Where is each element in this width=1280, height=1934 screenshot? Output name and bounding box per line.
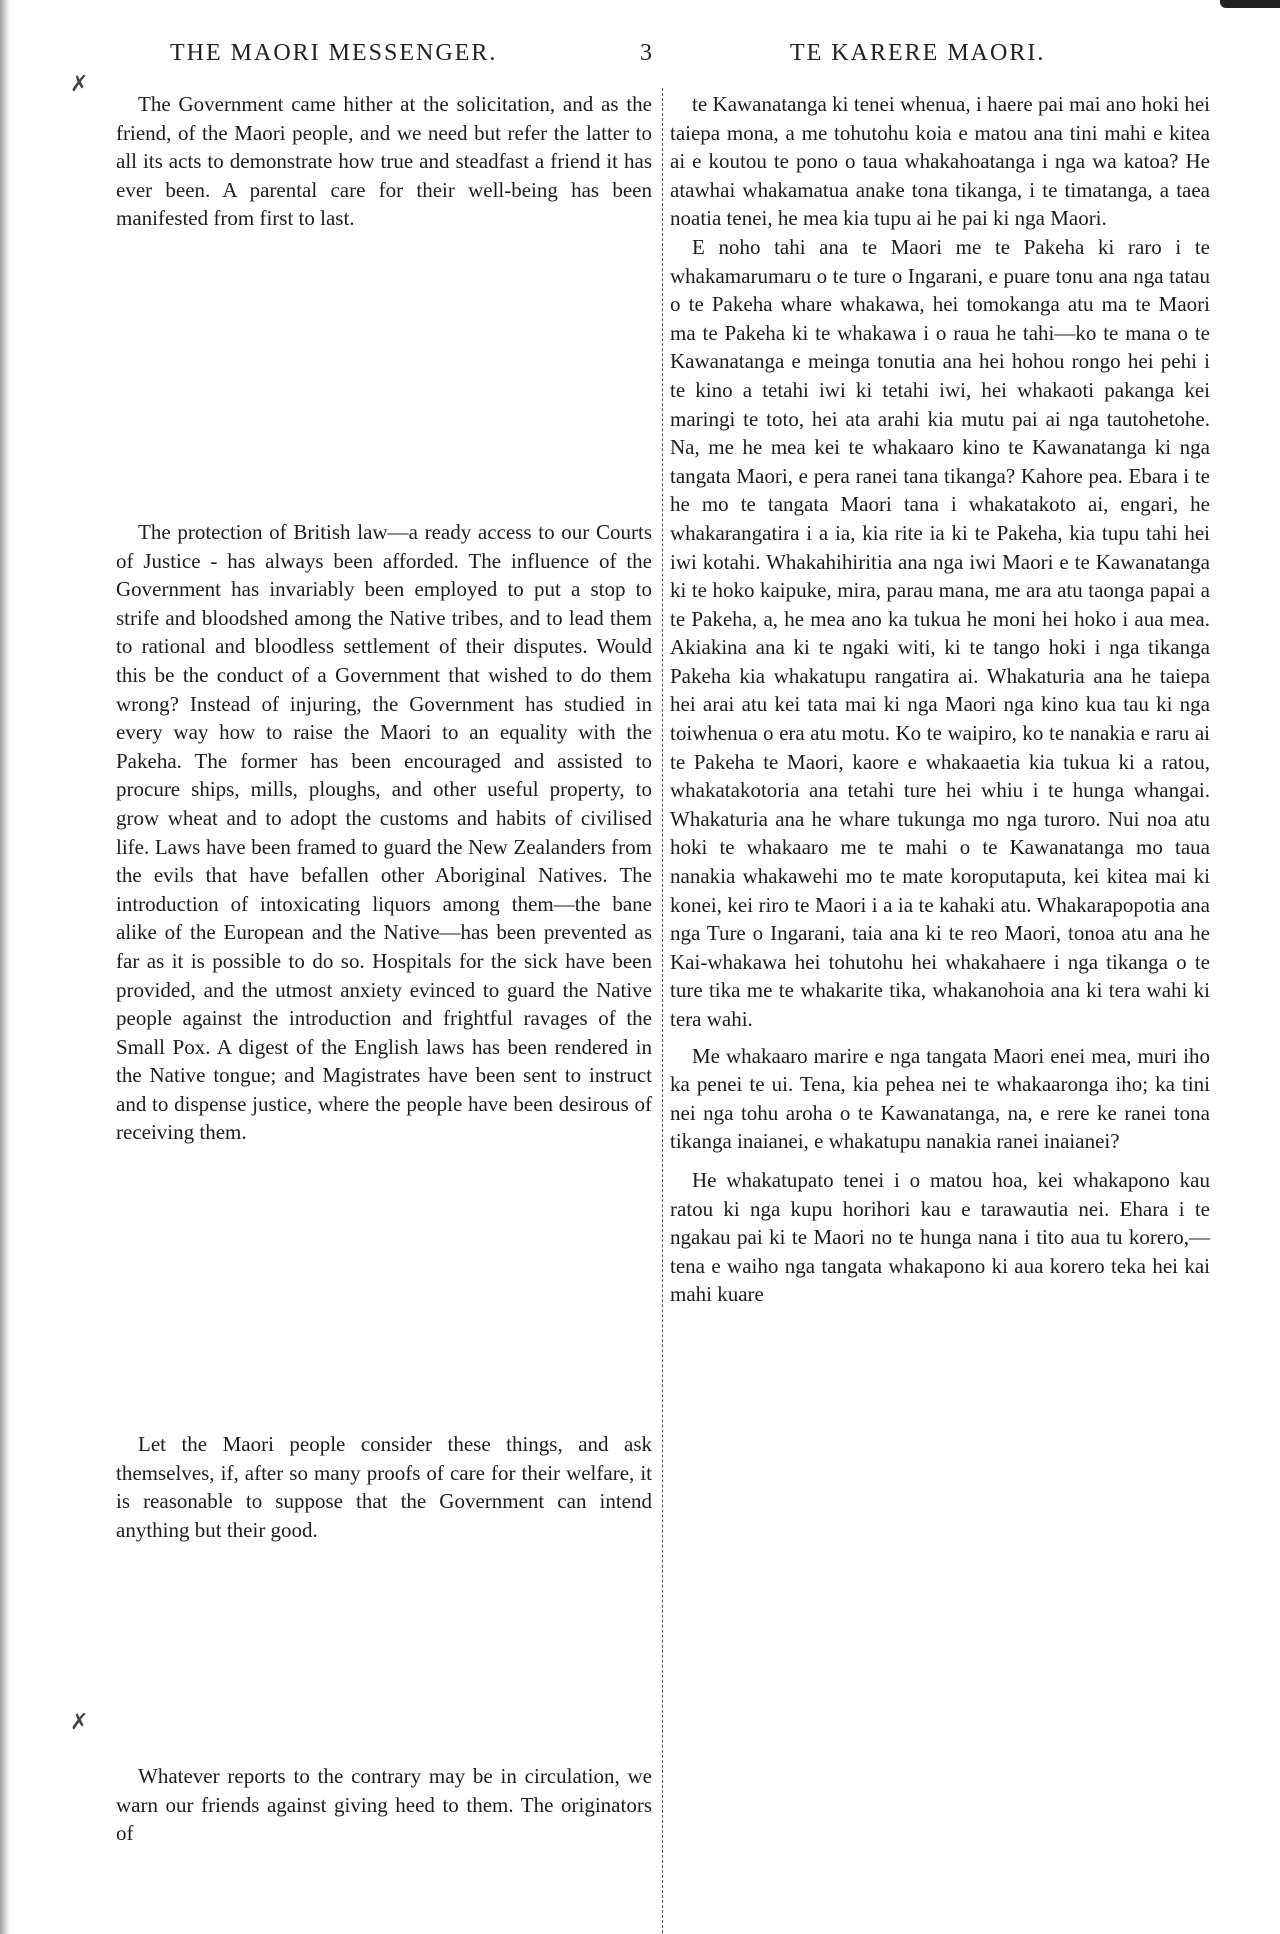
scan-edge-shadow [0,0,10,1934]
header-maori-title: TE KARERE MAORI. [790,40,1046,66]
english-paragraph: The Government came hither at the solicitation, and as the friend, of the Maori people, and we need but refer the latter to all its acts to demonstrate how true and steadfast a friend it has ever been. A parental care for their well-being has been manifested from first to last. [116,92,652,231]
maori-column [670,90,1210,1309]
english-column-paragraph-3 [116,1430,652,1544]
english-paragraph: Whatever reports to the contrary may be in circulation, we warn our friends against giving heed to them. The originators of [116,1764,652,1846]
english-column-paragraph-2 [116,518,652,1147]
header-english-title: THE MAORI MESSENGER. [170,40,498,66]
margin-cross-mark-top: ✗ [70,72,89,97]
maori-paragraph: E noho tahi ana te Maori me te Pakeha ki raro i te whakamarumaru o te ture o Ingarani, e puare tonu ana nga tatau o te Pakeha whare whakawa, hei tomokanga atu ma te Maori ma te Pakeha ki te whakawa i o raua he tahi—ko te mana o te Kawanatanga e meinga tonutia ana hei hohou rongo hei pehi i te kino a tetahi iwi ki tetahi iwi, hei whakaoti pakanga kei maringi te toto, hei ata arahi kia mutu pai ai nga tautohetohe. Na, me he mea kei te whakaaro kino te Kawanatanga ki nga tangata Maori, e pera ranei tana tikanga? Kahore pea. Ebara i te he mo te tangata Maori tana i whakatakoto ai, engari, he whakarangatira i a ia, kia rite ia ki te Pakeha, kia tupu tahi hei iwi kotahi. Whakahihiritia ana nga iwi Maori e te Kawanatanga ki te hoko kaipuke, mira, parau mana, me ara atu taonga papai a te Pakeha, a, he mea ano ka tukua he moni hei hoko i aua mea. Akiakina ana ki te ngaki witi, ki te tango hoki i nga tikanga Pakeha kia whakatupu rangatira ai. Whakaturia ana he taiepa hei arai atu kei tata mai ki nga Maori nga kino kua tau ki nga toiwhenua o era atu motu. Ko te waipiro, ko te nanakia e raru ai te Pakeha te Maori, kaore e whakaaetia kia tukua ki a ratou, whakatakotoria ana tetahi ture hei whiu i te hunga whangai. Whakaturia ana he whare tukunga mo nga turoro. Nui noa atu hoki te whakaaro me te mahi o te Kawanatanga mo taua nanakia whakawehi mo te mate koroputaputa, kei kitea mai ki konei, kei riro te Maori i a ia te kahaki atu. Whakarapopotia ana nga Ture o Ingarani, taia ana ki te reo Maori, tonoa atu ana he Kai-whakawa hei tohutohu hei whakahaere i nga tikanga o te ture tika me te whakarite tika, whakanohoia ana ki tera wahi ki tera wahi. [670,234,1210,1031]
maori-paragraph: te Kawanatanga ki tenei whenua, i haere pai mai ano hoki hei taiepa mona, a me tohutohu koia e matou ana tini mahi e kitea ai e koutou te pono o taua whakahoatanga i nga wa katoa? He atawhai whakamatua anake tona tikanga, i te timatanga, a taea noatia tenei, he mea kia tupu ai he pai ki nga Maori. [670,92,1210,231]
maori-paragraph: Me whakaaro marire e nga tangata Maori enei mea, muri iho ka penei te ui. Tena, kia pehea nei te whakaaronga iho; ka tini nei nga tohu aroha o te Kawanatanga, na, e rere ke ranei tona tikanga inaianei, e whakatupu nanakia ranei inaianei? [670,1043,1210,1154]
english-paragraph: The protection of British law—a ready access to our Courts of Justice - has always been afforded. The influence of the Government has invariably been employed to put a stop to strife and bloodshed among the Native tribes, and to lead them to rational and bloodless settlement of their disputes. Would this be the conduct of a Government that wished to do them wrong? Instead of injuring, the Government has studied in every way how to raise the Maori to an equality with the Pakeha. The former has been encouraged and assisted to procure ships, mills, ploughs, and other useful property, to grow wheat and to adopt the customs and habits of civilised life. Laws have been framed to guard the New Zealanders from the evils that have befallen other Aboriginal Natives. The introduction of intoxicating liquors among them—the bane alike of the European and the Native—has been prevented as far as it is possible to do so. Hospitals for the sick have been provided, and the utmost anxiety evinced to guard the Native people against the introduction and frightful ravages of the Small Pox. A digest of the English laws has been rendered in the Native tongue; and Magistrates have been sent to instruct and to dispense justice, where the people have been desirous of receiving them. [116,520,652,1145]
page-header [0,40,1280,70]
english-paragraph: Let the Maori people consider these things, and ask themselves, if, after so many proofs of care for their welfare, it is reasonable to suppose that the Government can intend anything but their good. [116,1432,652,1542]
column-divider [662,88,663,1933]
english-column-paragraph-4 [116,1762,652,1848]
page-number: 3 [640,40,654,66]
margin-cross-mark-bottom: ✗ [70,1710,89,1735]
corner-ink-mark [1220,0,1280,8]
maori-paragraph: He whakatupato tenei i o matou hoa, kei whakapono kau ratou ki nga kupu horihori kau e tarawautia nei. Ehara i te ngakau pai ki te Maori no te hunga nana i tito aua tu korero,—tena e waiho nga tangata whakapono ki aua korero teka hei kai mahi kuare [670,1167,1210,1307]
english-column-paragraph-1 [116,90,652,233]
